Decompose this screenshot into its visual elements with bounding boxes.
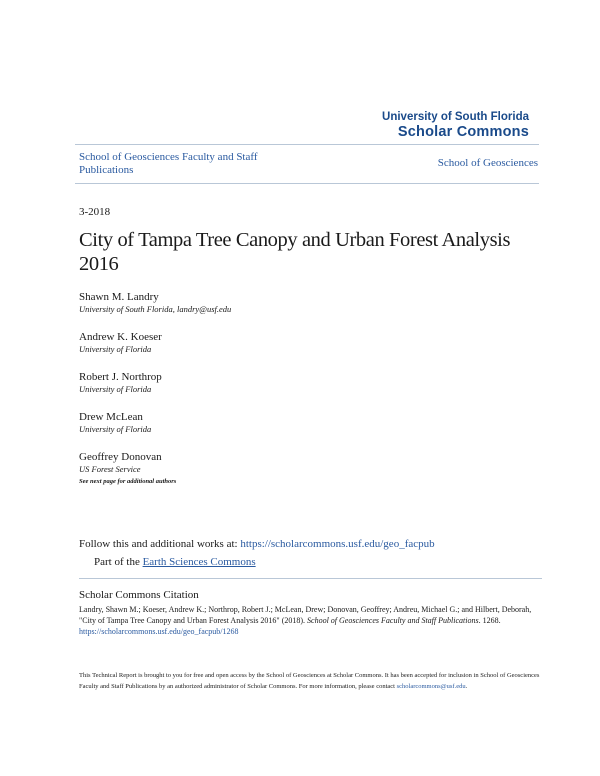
follow-line: [79, 538, 435, 550]
author-affiliation: University of Florida: [79, 344, 152, 354]
repository-name: Scholar Commons: [397, 124, 529, 140]
author-affiliation: University of Florida: [79, 424, 152, 434]
citation-heading: Scholar Commons Citation: [79, 589, 199, 601]
author-list: [79, 290, 231, 490]
disclaimer-end: .: [465, 683, 468, 690]
author-entry: [79, 290, 231, 315]
disclaimer-text: This Technical Report is brought to you for free and open access by the School of Geosciences at Scholar Commons. It has been accepted for inclusion in School of Geosciences Faculty and Staff Publications by an authorized administrator of Scholar Commons. For more information, please contact: [79, 672, 540, 690]
author-name: Shawn M. Landry: [79, 291, 159, 303]
collection-link[interactable]: School of Geosciences Faculty and Staff Publications: [79, 151, 258, 176]
part-of-line: [94, 556, 256, 568]
author-entry: [79, 410, 231, 435]
author-affiliation: University of Florida: [79, 384, 152, 394]
follow-text: Follow this and additional works at:: [79, 538, 241, 550]
access-disclaimer: [79, 670, 542, 692]
citation-number: . 1268.: [478, 616, 501, 625]
author-entry: [79, 330, 231, 355]
part-of-text: Part of the: [94, 556, 143, 568]
repository-brand[interactable]: [382, 111, 529, 141]
author-affiliation: US Forest Service: [79, 464, 141, 474]
collection-band: [75, 144, 539, 184]
citation-url-link[interactable]: https://scholarcommons.usf.edu/geo_facpub/1268: [79, 627, 239, 636]
contact-email-link[interactable]: scholarcommons@usf.edu: [396, 683, 466, 690]
author-entry: [79, 450, 231, 475]
university-name: University of South Florida: [382, 111, 529, 123]
citation-series: School of Geosciences Faculty and Staff Publications: [307, 616, 479, 625]
publication-date: 3-2018: [79, 206, 111, 218]
document-title: City of Tampa Tree Canopy and Urban Forest Analysis 2016: [79, 229, 511, 275]
author-affiliation: University of South Florida, landry@usf.edu: [79, 304, 232, 314]
collection-url-link[interactable]: https://scholarcommons.usf.edu/geo_facpub: [240, 538, 435, 550]
more-authors-note: See next page for additional authors: [79, 478, 177, 485]
citation-body: [79, 604, 542, 637]
earth-sciences-link[interactable]: Earth Sciences Commons: [142, 556, 256, 568]
citation-text: Landry, Shawn M.; Koeser, Andrew K.; Northrop, Robert J.; McLean, Drew; Donovan, Geoffrey; Andreu, Michael G.; and Hilbert, Deborah, "City of Tampa Tree Canopy and Urban Forest Analysis 2016" (2018).: [79, 605, 532, 625]
author-entry: [79, 370, 231, 395]
citation-section: [79, 578, 542, 637]
author-name: Geoffrey Donovan: [79, 451, 162, 463]
author-name: Andrew K. Koeser: [79, 331, 162, 343]
department-link[interactable]: School of Geosciences: [437, 157, 538, 169]
author-name: Drew McLean: [79, 411, 143, 423]
author-name: Robert J. Northrop: [79, 371, 162, 383]
